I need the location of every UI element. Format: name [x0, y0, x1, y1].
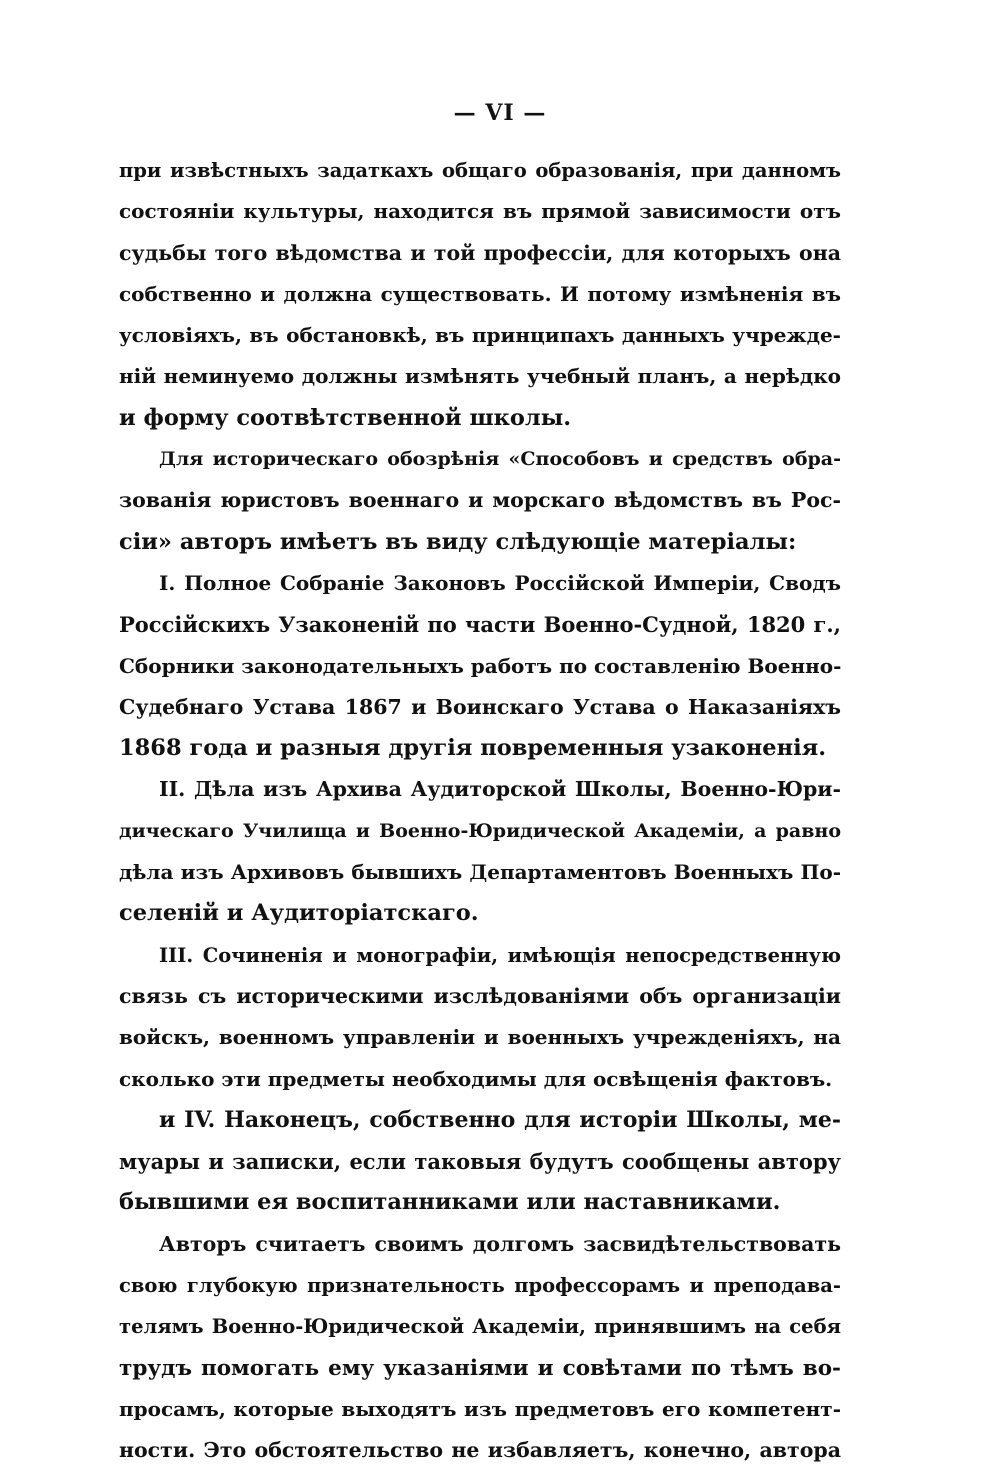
text-line: просамъ, которые выходятъ изъ предметовъ его компетент- [119, 1396, 841, 1421]
text-line: муары и записки, если таковыя будутъ сообщены автору [119, 1149, 841, 1175]
text-line: судьбы того вѣдомства и той профессіи, для которыхъ она [119, 240, 841, 265]
paragraph-materials-intro [119, 439, 841, 563]
text-line: Судебнаго Устава 1867 и Воинскаго Устава о Наказаніяхъ [119, 694, 841, 719]
text-line: дѣла изъ Архивовъ бывшихъ Департаментовъ Военныхъ По- [119, 860, 841, 885]
text-line: ній неминуемо должны измѣнять учебный планъ, а нерѣдко [119, 364, 841, 389]
text-line: 1868 года и разныя другія повременныя узаконенія. [119, 735, 827, 762]
text-line: дическаго Училища и Военно-Юридической Академіи, а равно [119, 819, 841, 842]
text-line: сіи» авторъ имѣетъ въ виду слѣдующіе матеріалы: [119, 528, 797, 555]
text-line: трудъ помогать ему указаніями и совѣтами по тѣмъ во- [119, 1355, 841, 1381]
text-line: селеній и Аудиторіатскаго. [119, 900, 479, 927]
page-number: — VI — [453, 100, 547, 126]
text-line: состояніи культуры, находится въ прямой зависимости отъ [119, 199, 841, 224]
paragraph-item-1 [119, 563, 841, 769]
text-line: войскъ, военномъ управленіи и военныхъ учрежденіяхъ, на [119, 1025, 841, 1050]
text-line: Россійскихъ Узаконеній по части Военно-Судной, 1820 г., [119, 612, 841, 638]
text-line: свою глубокую признательность профессорамъ и преподава- [119, 1274, 841, 1298]
paragraph-item-4 [119, 1100, 841, 1224]
text-line: I. Полное Собраніе Законовъ Россійской Имперіи, Сводъ [159, 570, 841, 595]
text-line: Сборники законодательныхъ работъ по составленію Военно- [119, 653, 841, 678]
text-line: телямъ Военно-Юридической Академіи, принявшимъ на себя [119, 1315, 841, 1339]
text-line: и форму соотвѣтственной школы. [119, 404, 572, 431]
body-text [119, 150, 841, 1472]
text-line: связь съ историческими изслѣдованіями объ организаціи [119, 983, 841, 1008]
paragraph-acknowledgement [119, 1224, 841, 1472]
text-line: при извѣстныхъ задаткахъ общаго образованія, при данномъ [119, 159, 841, 182]
text-line: Авторъ считаетъ своимъ долгомъ засвидѣтельствовать [159, 1231, 841, 1256]
text-line: бывшими ея воспитанниками или наставниками. [119, 1189, 781, 1216]
paragraph-continuation [119, 150, 841, 439]
paragraph-item-2 [119, 769, 841, 934]
text-line: III. Сочиненія и монографіи, имѣющія непосредственную [159, 943, 841, 967]
text-line: и IV. Наконецъ, собственно для исторіи Школы, ме- [159, 1106, 841, 1133]
text-line: зованія юристовъ военнаго и морскаго вѣдомствъ въ Рос- [119, 488, 841, 513]
text-line: II. Дѣла изъ Архива Аудиторской Школы, Военно-Юри- [159, 777, 841, 802]
text-line: собственно и должна существовать. И потому измѣненія въ [119, 281, 841, 306]
paragraph-item-3 [119, 935, 841, 1100]
text-line: условіяхъ, въ обстановкѣ, въ принципахъ данныхъ учрежде- [119, 323, 841, 348]
text-line: Для историческаго обозрѣнія «Способовъ и средствъ обра- [159, 448, 841, 471]
text-line: ности. Это обстоятельство не избавляетъ, конечно, автора [119, 1438, 841, 1463]
text-line: сколько эти предметы необходимы для освѣщенія фактовъ. [119, 1066, 833, 1091]
